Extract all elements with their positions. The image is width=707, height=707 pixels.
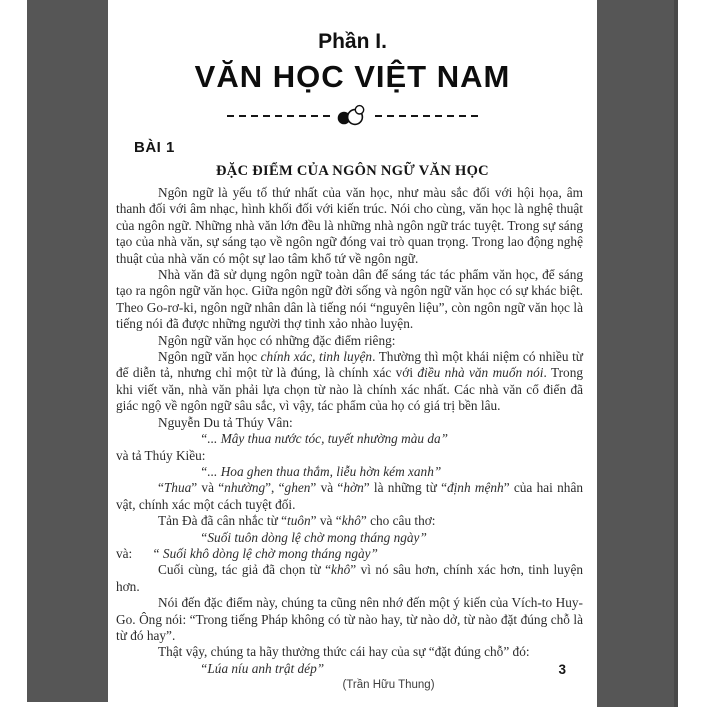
paragraph: Ngôn ngữ văn học có những đặc điểm riêng:: [158, 332, 396, 348]
paragraph: Ngôn ngữ văn học chính xác, tinh luyện. Thường thì một khái niệm có nhiều từ để diễn tả, nhưng chỉ một từ là đúng, là chính xác với điều nhà văn muốn nói. Trong khi viết văn, nhà văn phải lựa chọn từ nào là chính xác nhất. Các nhà văn cổ điển đã giác ngộ về ngôn ngữ sâu sắc, vì vậy, tác phẩm của họ có giá trị bền lâu.: [116, 349, 583, 414]
divider-dash-left: [227, 115, 331, 117]
lesson-label: BÀI 1: [134, 139, 175, 156]
part-label: Phần I.: [318, 30, 387, 53]
verse-line: “... Mây thua nước tóc, tuyết nhường màu da”: [200, 431, 449, 447]
book-page: [108, 0, 597, 707]
divider-dash-right: [375, 115, 479, 117]
paragraph: Nguyễn Du tả Thúy Vân:: [158, 414, 293, 430]
lesson-title: ĐẶC ĐIỂM CỦA NGÔN NGỮ VĂN HỌC: [216, 163, 489, 179]
photo-backdrop-left: [27, 0, 108, 702]
attribution: (Trần Hữu Thung): [342, 679, 435, 692]
paragraph: Ngôn ngữ là yếu tố thứ nhất của văn học, như màu sắc đối với hội họa, âm thanh đối với âm nhạc, hình khối đối với kiến trúc. Nói cho cùng, văn học là nghệ thuật của ngôn ngữ. Những nhà văn lớn đều là những nhà ngôn ngữ trác tuyệt. Trong sự sáng tạo của nhà văn, sự sáng tạo về ngôn ngữ đóng vai trò quan trọng. Trong lao động nghệ thuật của nhà văn có một sự lao tâm khổ tứ về ngôn ngữ.: [116, 185, 583, 266]
verse-line: “... Hoa ghen thua thắm, liễu hờn kém xanh”: [200, 463, 442, 479]
paragraph: Cuối cùng, tác giả đã chọn từ “khô” vì nó sâu hơn, chính xác hơn, tinh luyện hơn.: [116, 562, 583, 594]
page-number: 3: [558, 662, 566, 677]
paragraph: và tả Thúy Kiều:: [116, 447, 206, 463]
paragraph: Nhà văn đã sử dụng ngôn ngữ toàn dân để sáng tác tác phẩm văn học, để sáng tạo ra ngôn ngữ văn học. Giữa ngôn ngữ đời sống và ngôn ngữ văn học có sự khác biệt. Theo Go-rơ-ki, ngôn ngữ nhân dân là tiếng nói “nguyên liệu”, còn ngôn ngữ văn học là tiếng nói đã được những người thợ tinh xảo nhào luyện.: [116, 267, 583, 332]
body-text: [116, 185, 583, 694]
verse-line: “Suối tuôn dòng lệ chờ mong tháng ngày”: [200, 529, 427, 545]
verse-line: “Lúa níu anh trật dép”: [200, 660, 325, 676]
section-divider: [108, 104, 597, 128]
paragraph: Nói đến đặc điểm này, chúng ta cũng nên nhớ đến một ý kiến của Vích-to Huy-Go. Ông nói: “Trong tiếng Pháp không có từ nào hay, từ nào dở, từ nào đặt đúng chỗ là từ đó hay”.: [116, 595, 583, 643]
paragraph: Thật vậy, chúng ta hãy thưởng thức cái hay của sự “đặt đúng chỗ” đó:: [158, 644, 530, 660]
paragraph: và: “ Suối khô dòng lệ chờ mong tháng ngày”: [116, 545, 378, 561]
double-rings-ornament-icon: [333, 104, 373, 128]
paragraph: “Thua” và “nhường”, “ghen” và “hờn” là những từ “định mệnh” của hai nhân vật, chính xác một cách tuyệt đối.: [116, 480, 583, 512]
part-title: VĂN HỌC VIỆT NAM: [194, 59, 511, 94]
paragraph: Tản Đà đã cân nhắc từ “tuôn” và “khô” cho câu thơ:: [158, 513, 436, 529]
photo-backdrop-right: [597, 0, 678, 707]
